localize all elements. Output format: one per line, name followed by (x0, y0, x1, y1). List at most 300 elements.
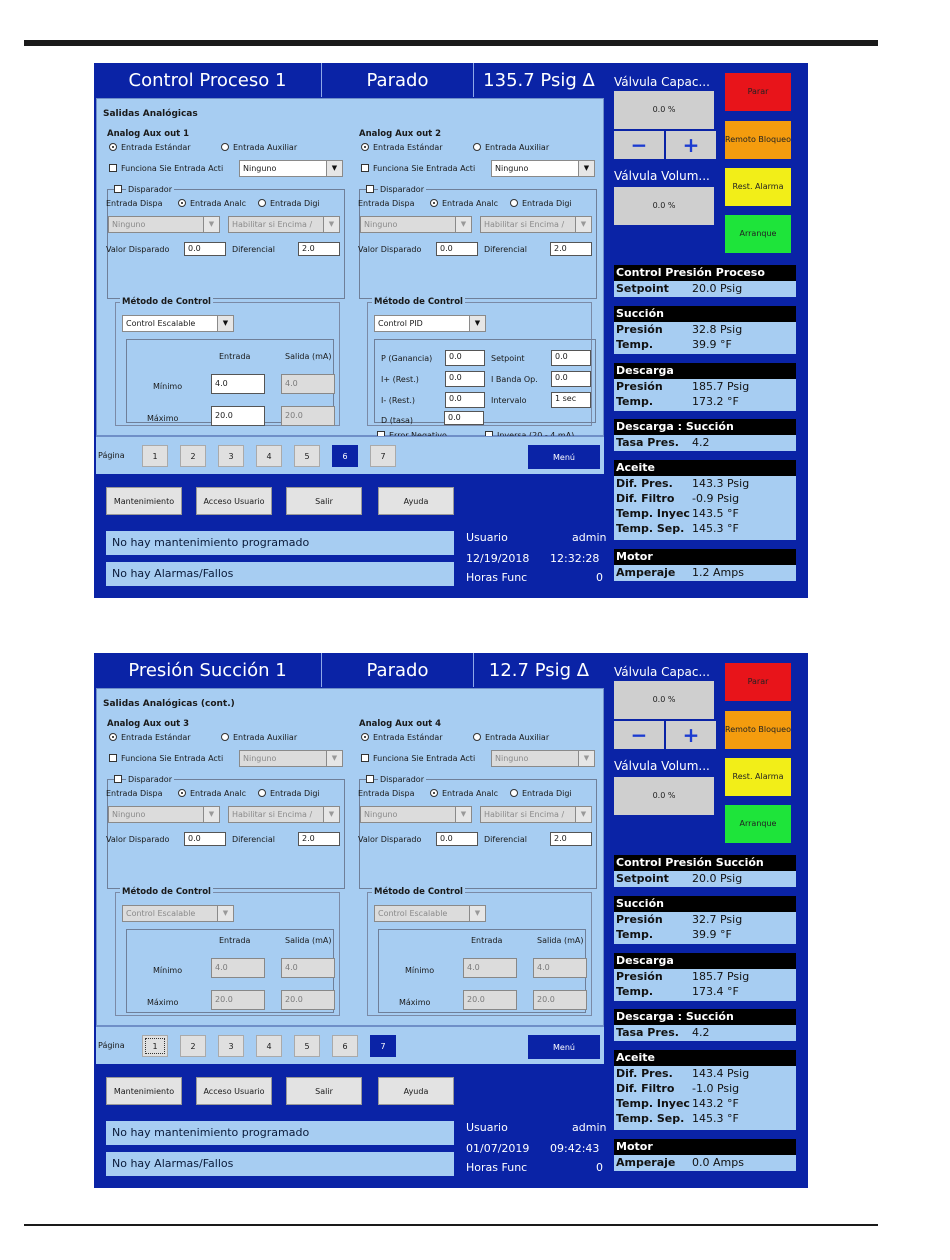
entrada-auxiliar-radio[interactable] (221, 143, 229, 151)
menu-button[interactable]: Menú (528, 1035, 600, 1059)
iminus-field[interactable]: 0.0 (445, 392, 485, 408)
amperaje-row (614, 1155, 796, 1170)
amperaje-value: 1.2 Amps (692, 566, 744, 579)
ratio-section (614, 435, 796, 451)
valor-disparado-field[interactable]: 0.0 (436, 242, 478, 256)
funciona-value: Ninguno (495, 164, 529, 173)
disparador-group (358, 775, 597, 889)
temp_inyec-label: Temp. Inyec (616, 1097, 690, 1110)
succion-header: Succión (614, 896, 796, 912)
habilitar-value: Habilitar si Encima / (484, 220, 565, 229)
right-column (608, 63, 808, 598)
page-1-button[interactable]: 1 (142, 1035, 168, 1057)
minus-icon: − (630, 723, 648, 747)
page-6-button[interactable]: 6 (332, 1035, 358, 1057)
chevron-down-icon: ▼ (203, 217, 219, 232)
minus-icon: − (630, 133, 648, 157)
temp_sep-label: Temp. Sep. (616, 1112, 685, 1125)
entrada-auxiliar-radio[interactable] (473, 143, 481, 151)
entrada-estandar-radio[interactable] (361, 143, 369, 151)
metodo-value: Control Escalable (126, 319, 196, 328)
diferencial-field[interactable]: 2.0 (298, 832, 340, 846)
entrada-dispa-label: Entrada Dispa (106, 199, 163, 208)
disparador-checkbox[interactable] (114, 185, 122, 193)
entrada-auxiliar-label: Entrada Auxiliar (485, 733, 550, 742)
screen-title: Control Proceso 1 (94, 63, 322, 97)
remoto-bloqueo-button[interactable]: Remoto Bloqueo (725, 711, 791, 749)
control-header: Control Presión Succión (614, 855, 796, 871)
entrada-estandar-label: Entrada Estándar (373, 733, 443, 742)
temp_inyec-label: Temp. Inyec (616, 507, 690, 520)
disparador-group (358, 185, 597, 299)
entrada-estandar-radio[interactable] (361, 733, 369, 741)
setpoint-label: Setpoint (491, 354, 525, 363)
diferencial-label: Diferencial (484, 245, 527, 254)
valor-disparado-label: Valor Disparado (358, 245, 422, 254)
valvula-capac-title: Válvula Capac... (614, 665, 710, 679)
entrada-auxiliar-radio[interactable] (473, 733, 481, 741)
metodo-dropdown[interactable] (374, 315, 486, 332)
horas-func-value: 0 (596, 571, 603, 584)
setpoint-row (614, 281, 796, 296)
entrada-digi-label: Entrada Digi (270, 199, 320, 208)
analog-aux-out-2 (359, 129, 601, 433)
setpoint-field[interactable]: 0.0 (551, 350, 591, 366)
salida-header: Salida (mA) (285, 352, 332, 361)
valvula-volum-value: 0.0 % (614, 777, 714, 815)
disparador-label: Disparador (380, 775, 424, 784)
entrada-analog-label: Entrada Analc (190, 199, 247, 208)
valvula-capac-value: 0.0 % (614, 91, 714, 129)
d_temp-label: Temp. (616, 395, 654, 408)
parar-button[interactable]: Parar (725, 663, 791, 701)
rest-alarma-button[interactable]: Rest. Alarma (725, 168, 791, 206)
valor-disparado-field[interactable]: 0.0 (436, 832, 478, 846)
s_temp-value: 39.9 °F (692, 338, 732, 351)
metodo-value: Control Escalable (126, 909, 196, 918)
salir-button[interactable]: Salir (286, 487, 362, 515)
entrada-auxiliar-label: Entrada Auxiliar (233, 733, 298, 742)
habilitar-value: Habilitar si Encima / (232, 220, 313, 229)
page-bar (96, 1026, 604, 1064)
diferencial-label: Diferencial (484, 835, 527, 844)
habilitar-dropdown[interactable] (228, 216, 340, 233)
entrada-estandar-radio[interactable] (109, 143, 117, 151)
ayuda-button[interactable]: Ayuda (378, 487, 454, 515)
disparador-checkbox[interactable] (366, 185, 374, 193)
minimo-entrada-field[interactable]: 4.0 (211, 958, 265, 978)
minimo-salida-field[interactable]: 4.0 (533, 958, 587, 978)
entrada-digi-radio[interactable] (510, 789, 518, 797)
valve-plus-button[interactable] (666, 721, 716, 749)
metodo-dropdown[interactable] (122, 905, 234, 922)
rest-alarma-button[interactable]: Rest. Alarma (725, 758, 791, 796)
valve-minus-button[interactable] (614, 131, 664, 159)
succion-section (614, 322, 796, 354)
iplus-label: I+ (Rest.) (381, 375, 419, 384)
entrada-analog-label: Entrada Analc (442, 789, 499, 798)
temp_sep-value: 145.3 °F (692, 1112, 739, 1125)
minimo-label: Mínimo (405, 966, 435, 975)
entrada-header: Entrada (219, 936, 251, 945)
funciona-dropdown[interactable] (491, 750, 595, 767)
valve-plus-button[interactable] (666, 131, 716, 159)
maximo-entrada-field[interactable]: 20.0 (211, 406, 265, 426)
entrada-digi-label: Entrada Digi (270, 789, 320, 798)
amperaje-row (614, 565, 796, 580)
aceite-section (614, 1066, 796, 1130)
page-4-button[interactable]: 4 (256, 445, 282, 467)
setpoint-label: Setpoint (616, 282, 669, 295)
d_temp-row (614, 984, 796, 999)
parar-button[interactable]: Parar (725, 73, 791, 111)
metodo-dropdown[interactable] (374, 905, 486, 922)
habilitar-value: Habilitar si Encima / (484, 810, 565, 819)
pid-box (374, 339, 596, 423)
entrada-dispa-label: Entrada Dispa (358, 789, 415, 798)
intervalo-label: Intervalo (491, 396, 527, 405)
entrada-digi-radio[interactable] (258, 789, 266, 797)
mantenimiento-button[interactable]: Mantenimiento (106, 1077, 182, 1105)
temp_inyec-row (614, 1096, 796, 1111)
funciona-checkbox[interactable] (361, 754, 369, 762)
funciona-checkbox[interactable] (109, 164, 117, 172)
disparador-label: Disparador (128, 185, 172, 194)
pagina-label: Página (98, 1041, 125, 1050)
analog-outputs-panel (96, 98, 604, 436)
menu-button[interactable]: Menú (528, 445, 600, 469)
chevron-down-icon: ▼ (455, 217, 471, 232)
funciona-value: Ninguno (243, 164, 277, 173)
banda-field[interactable]: 0.0 (551, 371, 591, 387)
funciona-dropdown[interactable] (491, 160, 595, 177)
acceso-usuario-button[interactable]: Acceso Usuario (196, 1077, 272, 1105)
habilitar-value: Habilitar si Encima / (232, 810, 313, 819)
p-label: P (Ganancia) (381, 354, 433, 363)
entrada-auxiliar-label: Entrada Auxiliar (485, 143, 550, 152)
temp_sep-value: 145.3 °F (692, 522, 739, 535)
mantenimiento-button[interactable]: Mantenimiento (106, 487, 182, 515)
habilitar-dropdown[interactable] (480, 806, 592, 823)
hmi-screen-1 (94, 63, 808, 598)
entrada-estandar-label: Entrada Estándar (121, 143, 191, 152)
analog-aux-out-3 (107, 719, 349, 1023)
scale-box (378, 929, 586, 1013)
dif_filtro-value: -0.9 Psig (692, 492, 740, 505)
s_presion-value: 32.8 Psig (692, 323, 743, 336)
s_presion-label: Presión (616, 913, 663, 926)
process-value: 12.7 Psig Δ (488, 659, 590, 681)
chevron-down-icon: ▼ (575, 807, 591, 822)
setpoint-value: 20.0 Psig (692, 872, 743, 885)
entrada-dispa-label: Entrada Dispa (106, 789, 163, 798)
salir-button[interactable]: Salir (286, 1077, 362, 1105)
aux-title: Analog Aux out 1 (107, 129, 190, 139)
motor-section (614, 565, 796, 581)
diferencial-field[interactable]: 2.0 (550, 242, 592, 256)
valve-minus-button[interactable] (614, 721, 664, 749)
page-2-button[interactable]: 2 (180, 445, 206, 467)
chevron-down-icon: ▼ (578, 751, 594, 766)
ratio-header: Descarga : Succión (614, 419, 796, 435)
maximo-label: Máximo (399, 998, 431, 1007)
panel-title: Salidas Analógicas (cont.) (103, 699, 235, 709)
minimo-entrada-field[interactable]: 4.0 (211, 374, 265, 394)
maximo-entrada-field[interactable]: 20.0 (211, 990, 265, 1010)
metodo-label: Método de Control (122, 887, 211, 897)
funciona-label: Funciona Sie Entrada Acti (121, 164, 224, 173)
page-1-button[interactable]: 1 (142, 445, 168, 467)
pagina-label: Página (98, 451, 125, 460)
dif_pres-value: 143.3 Psig (692, 477, 750, 490)
plus-icon: + (682, 723, 700, 747)
maximo-label: Máximo (147, 998, 179, 1007)
succion-header: Succión (614, 306, 796, 322)
entrada-estandar-label: Entrada Estándar (373, 143, 443, 152)
setpoint-row (614, 871, 796, 886)
tasa-label: Tasa Pres. (616, 436, 679, 449)
disparador-checkbox[interactable] (366, 775, 374, 783)
disparador-group (106, 775, 345, 889)
entrada-digi-label: Entrada Digi (522, 199, 572, 208)
entrada-analog-radio[interactable] (178, 199, 186, 207)
diferencial-label: Diferencial (232, 245, 275, 254)
entrada-estandar-radio[interactable] (109, 733, 117, 741)
valor-disparado-field[interactable]: 0.0 (184, 832, 226, 846)
page-3-button[interactable]: 3 (218, 1035, 244, 1057)
chevron-down-icon: ▼ (326, 751, 342, 766)
succion-section (614, 912, 796, 944)
dif_pres-label: Dif. Pres. (616, 1067, 673, 1080)
scale-box (126, 339, 334, 423)
arranque-button[interactable]: Arranque (725, 215, 791, 253)
trigger-input-dropdown[interactable] (108, 806, 220, 823)
diferencial-field[interactable]: 2.0 (550, 832, 592, 846)
temp_sep-row (614, 1111, 796, 1126)
scale-box (126, 929, 334, 1013)
chevron-down-icon: ▼ (217, 316, 233, 331)
control-header: Control Presión Proceso (614, 265, 796, 281)
trigger-input-value: Ninguno (364, 810, 398, 819)
usuario-value: admin (572, 531, 607, 544)
control-section (614, 871, 796, 887)
funciona-dropdown[interactable] (239, 160, 343, 177)
page-3-button[interactable]: 3 (218, 445, 244, 467)
dif_filtro-row (614, 1081, 796, 1096)
page-5-button[interactable]: 5 (294, 445, 320, 467)
iminus-label: I- (Rest.) (381, 396, 415, 405)
disparador-checkbox[interactable] (114, 775, 122, 783)
entrada-analog-label: Entrada Analc (190, 789, 247, 798)
entrada-estandar-label: Entrada Estándar (121, 733, 191, 742)
run-status: Parado (322, 63, 474, 97)
chevron-down-icon: ▼ (323, 807, 339, 822)
entrada-analog-radio[interactable] (430, 199, 438, 207)
diferencial-field[interactable]: 2.0 (298, 242, 340, 256)
funciona-checkbox[interactable] (109, 754, 117, 762)
motor-header: Motor (614, 549, 796, 565)
salida-header: Salida (mA) (285, 936, 332, 945)
ratio-section (614, 1025, 796, 1041)
d_presion-row (614, 379, 796, 394)
funciona-label: Funciona Sie Entrada Acti (373, 164, 476, 173)
valvula-capac-value: 0.0 % (614, 681, 714, 719)
page-bar (96, 436, 604, 474)
temp_sep-row (614, 521, 796, 536)
s_presion-row (614, 912, 796, 927)
motor-header: Motor (614, 1139, 796, 1155)
dif_pres-value: 143.4 Psig (692, 1067, 750, 1080)
salida-header: Salida (mA) (537, 936, 584, 945)
ayuda-button[interactable]: Ayuda (378, 1077, 454, 1105)
chevron-down-icon: ▼ (323, 217, 339, 232)
descarga-header: Descarga (614, 363, 796, 379)
chevron-down-icon: ▼ (469, 906, 485, 921)
chevron-down-icon: ▼ (203, 807, 219, 822)
metodo-label: Método de Control (374, 887, 463, 897)
minimo-entrada-field[interactable]: 4.0 (463, 958, 517, 978)
dif_filtro-label: Dif. Filtro (616, 1082, 675, 1095)
entrada-analog-radio[interactable] (178, 789, 186, 797)
chevron-down-icon: ▼ (326, 161, 342, 176)
chevron-down-icon: ▼ (578, 161, 594, 176)
s_temp-label: Temp. (616, 928, 654, 941)
aceite-section (614, 476, 796, 540)
trigger-input-dropdown[interactable] (108, 216, 220, 233)
minimo-salida-field[interactable]: 4.0 (281, 958, 335, 978)
banda-label: I Banda Op. (491, 375, 538, 384)
metodo-dropdown[interactable] (122, 315, 234, 332)
horas-func-label: Horas Func (466, 571, 528, 584)
valor-disparado-label: Valor Disparado (106, 245, 170, 254)
top-rule (24, 40, 878, 46)
aceite-header: Aceite (614, 1050, 796, 1066)
horas-func-label: Horas Func (466, 1161, 528, 1174)
tasa-value: 4.2 (692, 1026, 710, 1039)
d_presion-value: 185.7 Psig (692, 380, 750, 393)
aux-title: Analog Aux out 2 (359, 129, 442, 139)
entrada-analog-radio[interactable] (430, 789, 438, 797)
entrada-digi-radio[interactable] (510, 199, 518, 207)
valor-disparado-field[interactable]: 0.0 (184, 242, 226, 256)
metodo-value: Control Escalable (378, 909, 448, 918)
valor-disparado-label: Valor Disparado (106, 835, 170, 844)
maximo-salida-field[interactable]: 20.0 (281, 990, 335, 1010)
page-6-button[interactable]: 6 (332, 445, 358, 467)
remoto-bloqueo-button[interactable]: Remoto Bloqueo (725, 121, 791, 159)
d-field[interactable]: 0.0 (444, 411, 484, 425)
page-7-button[interactable]: 7 (370, 445, 396, 467)
maximo-salida-field[interactable]: 20.0 (281, 406, 335, 426)
entrada-header: Entrada (471, 936, 503, 945)
d_presion-label: Presión (616, 970, 663, 983)
habilitar-dropdown[interactable] (228, 806, 340, 823)
dif_pres-row (614, 1066, 796, 1081)
metodo-group (367, 887, 592, 1016)
arranque-button[interactable]: Arranque (725, 805, 791, 843)
funciona-dropdown[interactable] (239, 750, 343, 767)
page-7-button[interactable]: 7 (370, 1035, 396, 1057)
acceso-usuario-button[interactable]: Acceso Usuario (196, 487, 272, 515)
trigger-input-value: Ninguno (112, 220, 146, 229)
amperaje-label: Amperaje (616, 566, 676, 579)
iplus-field[interactable]: 0.0 (445, 371, 485, 387)
usuario-value: admin (572, 1121, 607, 1134)
chevron-down-icon: ▼ (575, 217, 591, 232)
entrada-header: Entrada (219, 352, 251, 361)
page-4-button[interactable]: 4 (256, 1035, 282, 1057)
analog-aux-out-4 (359, 719, 601, 1023)
descarga-section (614, 379, 796, 411)
minimo-label: Mínimo (153, 966, 183, 975)
minimo-salida-field[interactable]: 4.0 (281, 374, 335, 394)
valvula-volum-title: Válvula Volum... (614, 759, 710, 773)
temp_sep-label: Temp. Sep. (616, 522, 685, 535)
valvula-capac-title: Válvula Capac... (614, 75, 710, 89)
process-value: 135.7 Psig Δ (483, 69, 595, 91)
valvula-volum-value: 0.0 % (614, 187, 714, 225)
dif_filtro-row (614, 491, 796, 506)
analog-outputs-panel (96, 688, 604, 1026)
screen-title: Presión Succión 1 (94, 653, 322, 687)
page-2-button[interactable]: 2 (180, 1035, 206, 1057)
s_temp-value: 39.9 °F (692, 928, 732, 941)
aceite-header: Aceite (614, 460, 796, 476)
entrada-auxiliar-radio[interactable] (221, 733, 229, 741)
descarga-header: Descarga (614, 953, 796, 969)
setpoint-label: Setpoint (616, 872, 669, 885)
disparador-label: Disparador (128, 775, 172, 784)
funciona-value: Ninguno (243, 754, 277, 763)
intervalo-field[interactable]: 1 sec (551, 392, 591, 408)
alarm-message: No hay Alarmas/Fallos (106, 562, 454, 586)
funciona-checkbox[interactable] (361, 164, 369, 172)
dif_pres-row (614, 476, 796, 491)
habilitar-dropdown[interactable] (480, 216, 592, 233)
metodo-group (115, 297, 340, 426)
funciona-label: Funciona Sie Entrada Acti (121, 754, 224, 763)
p-field[interactable]: 0.0 (445, 350, 485, 366)
entrada-digi-radio[interactable] (258, 199, 266, 207)
dif_filtro-label: Dif. Filtro (616, 492, 675, 505)
time-value: 12:32:28 (550, 552, 600, 565)
s_presion-label: Presión (616, 323, 663, 336)
chevron-down-icon: ▼ (217, 906, 233, 921)
trigger-input-dropdown[interactable] (360, 216, 472, 233)
tasa-value: 4.2 (692, 436, 710, 449)
metodo-group (115, 887, 340, 1016)
metodo-value: Control PID (378, 319, 423, 328)
valor-disparado-label: Valor Disparado (358, 835, 422, 844)
analog-aux-out-1 (107, 129, 349, 433)
maintenance-message: No hay mantenimiento programado (106, 1121, 454, 1145)
amperaje-label: Amperaje (616, 1156, 676, 1169)
d_temp-value: 173.2 °F (692, 395, 739, 408)
page-5-button[interactable]: 5 (294, 1035, 320, 1057)
d_presion-label: Presión (616, 380, 663, 393)
motor-section (614, 1155, 796, 1171)
date-value: 12/19/2018 (466, 552, 530, 565)
trigger-input-dropdown[interactable] (360, 806, 472, 823)
usuario-label: Usuario (466, 1121, 508, 1134)
alarm-message: No hay Alarmas/Fallos (106, 1152, 454, 1176)
maximo-salida-field[interactable]: 20.0 (533, 990, 587, 1010)
temp_inyec-row (614, 506, 796, 521)
chevron-down-icon: ▼ (469, 316, 485, 331)
maximo-entrada-field[interactable]: 20.0 (463, 990, 517, 1010)
disparador-label: Disparador (380, 185, 424, 194)
entrada-auxiliar-label: Entrada Auxiliar (233, 143, 298, 152)
